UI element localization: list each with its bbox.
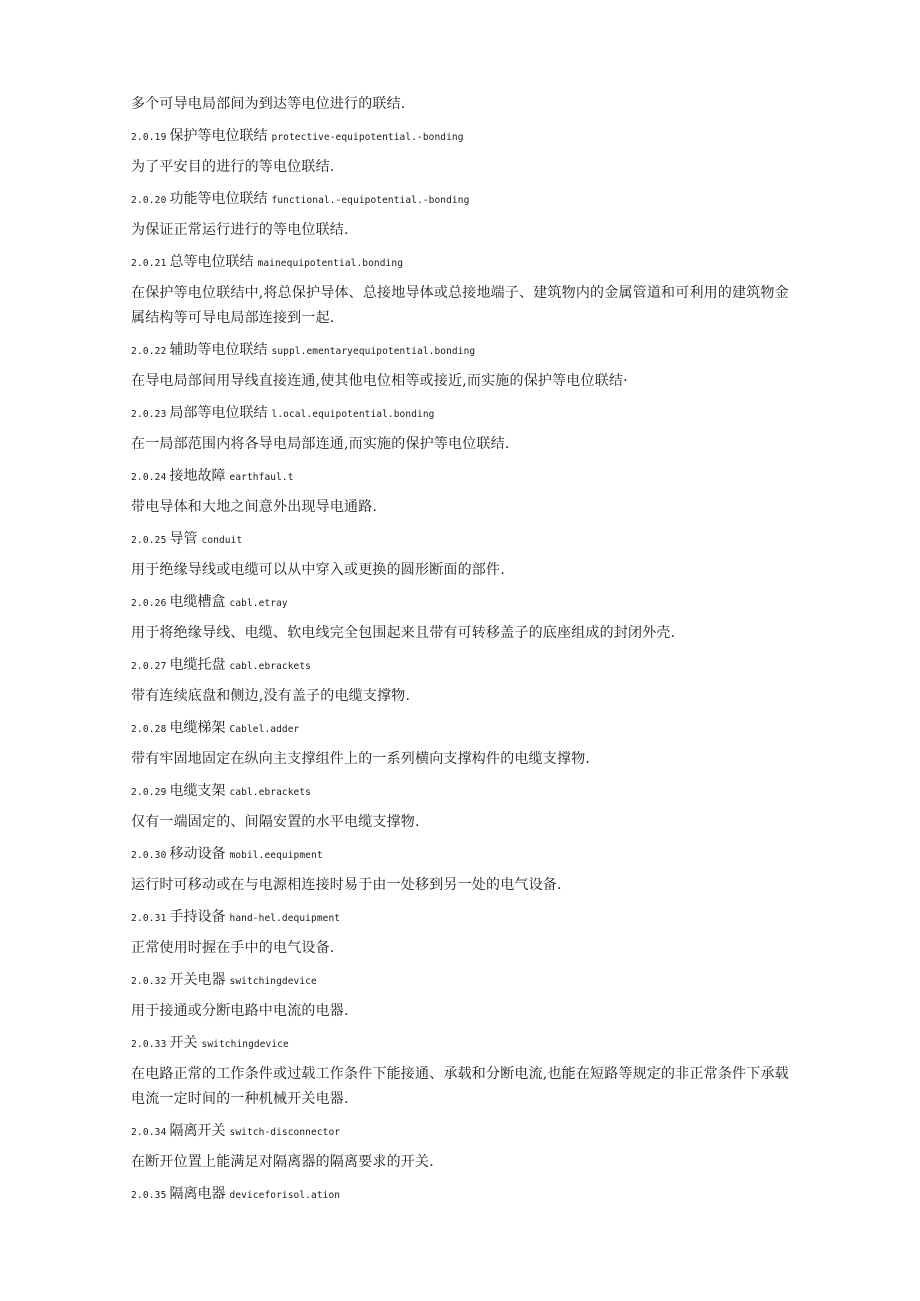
term-heading <box>131 1120 796 1144</box>
clause-number: 2.0.22 <box>131 346 167 357</box>
term-english: cabl.ebrackets <box>229 661 312 672</box>
term-chinese: 隔离开关 <box>169 1123 226 1139</box>
term-chinese: 辅助等电位联结 <box>169 342 268 358</box>
term-heading <box>131 1032 796 1056</box>
term-english: switchingdevice <box>201 1039 289 1050</box>
clause-number: 2.0.33 <box>131 1039 167 1050</box>
clause-number: 2.0.29 <box>131 787 167 798</box>
term-english: conduit <box>201 535 243 546</box>
term-definition: 运行时可移动或在与电源相连接时易于由一处移到另一处的电气设备. <box>131 877 562 893</box>
term-english: switch-disconnector <box>229 1127 341 1138</box>
term-definition: 为了平安目的进行的等电位联结. <box>131 159 335 175</box>
term-definition: 正常使用时握在手中的电气设备. <box>131 940 335 956</box>
term-definition: 在保护等电位联结中,将总保护导体、总接地导体或总接地端子、建筑物内的金属管道和可利用的建筑物金属结构等可导电局部连接到一起. <box>131 285 789 326</box>
term-chinese: 移动设备 <box>169 846 226 862</box>
term-heading <box>131 188 796 212</box>
term-english: earthfaul.t <box>229 472 294 483</box>
term-chinese: 保护等电位联结 <box>169 128 268 144</box>
clause-number: 2.0.26 <box>131 598 167 609</box>
term-heading <box>131 1183 796 1207</box>
clause-number: 2.0.25 <box>131 535 167 546</box>
term-english: Cablel.adder <box>229 724 300 735</box>
clause-number: 2.0.30 <box>131 850 167 861</box>
term-heading <box>131 339 796 363</box>
term-definition: 在导电局部间用导线直接连通,使其他电位相等或接近,而实施的保护等电位联结· <box>131 373 628 389</box>
term-english: functional.-equipotential.-bonding <box>271 195 470 206</box>
term-english: protective-equipotential.-bonding <box>271 132 464 143</box>
term-chinese: 总等电位联结 <box>169 254 254 270</box>
term-chinese: 手持设备 <box>169 909 226 925</box>
term-definition: 在电路正常的工作条件或过载工作条件下能接通、承载和分断电流,也能在短路等规定的非正常条件下承载电流一定时间的一种机械开关电器. <box>131 1066 789 1107</box>
term-chinese: 电缆托盘 <box>169 657 226 673</box>
term-definition: 用于绝缘导线或电缆可以从中穿入或更换的圆形断面的部件. <box>131 562 505 578</box>
term-english: suppl.ementaryequipotential.bonding <box>271 346 476 357</box>
term-chinese: 接地故障 <box>169 468 226 484</box>
term-chinese: 导管 <box>169 531 198 547</box>
clause-number: 2.0.23 <box>131 409 167 420</box>
term-chinese: 开关 <box>169 1035 198 1051</box>
term-heading <box>131 780 796 804</box>
clause-number: 2.0.32 <box>131 976 167 987</box>
term-chinese: 局部等电位联结 <box>169 405 268 421</box>
clause-number: 2.0.34 <box>131 1127 167 1138</box>
term-definition: 在断开位置上能满足对隔离器的隔离要求的开关. <box>131 1154 434 1170</box>
term-heading <box>131 251 796 275</box>
term-english: mainequipotential.bonding <box>257 258 404 269</box>
term-definition: 带电导体和大地之间意外出现导电通路. <box>131 499 378 515</box>
term-english: hand-hel.dequipment <box>229 913 341 924</box>
term-heading <box>131 969 796 993</box>
clause-number: 2.0.21 <box>131 258 167 269</box>
document-page <box>131 92 796 1213</box>
term-english: l.ocal.equipotential.bonding <box>271 409 435 420</box>
clause-number: 2.0.24 <box>131 472 167 483</box>
term-chinese: 功能等电位联结 <box>169 191 268 207</box>
clause-number: 2.0.27 <box>131 661 167 672</box>
term-chinese: 开关电器 <box>169 972 226 988</box>
term-chinese: 电缆支架 <box>169 783 226 799</box>
term-english: switchingdevice <box>229 976 317 987</box>
clause-number: 2.0.31 <box>131 913 167 924</box>
term-heading <box>131 465 796 489</box>
term-heading <box>131 717 796 741</box>
term-definition: 多个可导电局部间为到达等电位进行的联结. <box>131 96 406 112</box>
term-heading <box>131 402 796 426</box>
term-chinese: 隔离电器 <box>169 1186 226 1202</box>
term-heading <box>131 843 796 867</box>
term-heading <box>131 528 796 552</box>
term-heading <box>131 125 796 149</box>
term-english: cabl.etray <box>229 598 288 609</box>
term-definition: 为保证正常运行进行的等电位联结. <box>131 222 349 238</box>
term-english: deviceforisol.ation <box>229 1190 341 1201</box>
term-english: mobil.eequipment <box>229 850 323 861</box>
clause-number: 2.0.35 <box>131 1190 167 1201</box>
term-definition: 带有牢固地固定在纵向主支撑组件上的一系列横向支撑构件的电缆支撑物. <box>131 751 591 767</box>
term-english: cabl.ebrackets <box>229 787 312 798</box>
clause-number: 2.0.20 <box>131 195 167 206</box>
term-chinese: 电缆槽盒 <box>169 594 226 610</box>
term-heading <box>131 591 796 615</box>
term-definition: 用于将绝缘导线、电缆、软电线完全包围起来且带有可转移盖子的底座组成的封闭外壳. <box>131 625 676 641</box>
term-chinese: 电缆梯架 <box>169 720 226 736</box>
term-definition: 仅有一端固定的、间隔安置的水平电缆支撑物. <box>131 814 420 830</box>
clause-number: 2.0.19 <box>131 132 167 143</box>
term-definition: 带有连续底盘和侧边,没有盖子的电缆支撑物. <box>131 688 411 704</box>
term-heading <box>131 654 796 678</box>
term-definition: 在一局部范围内将各导电局部连通,而实施的保护等电位联结. <box>131 436 510 452</box>
clause-number: 2.0.28 <box>131 724 167 735</box>
term-heading <box>131 906 796 930</box>
term-definition: 用于接通或分断电路中电流的电器. <box>131 1003 349 1019</box>
